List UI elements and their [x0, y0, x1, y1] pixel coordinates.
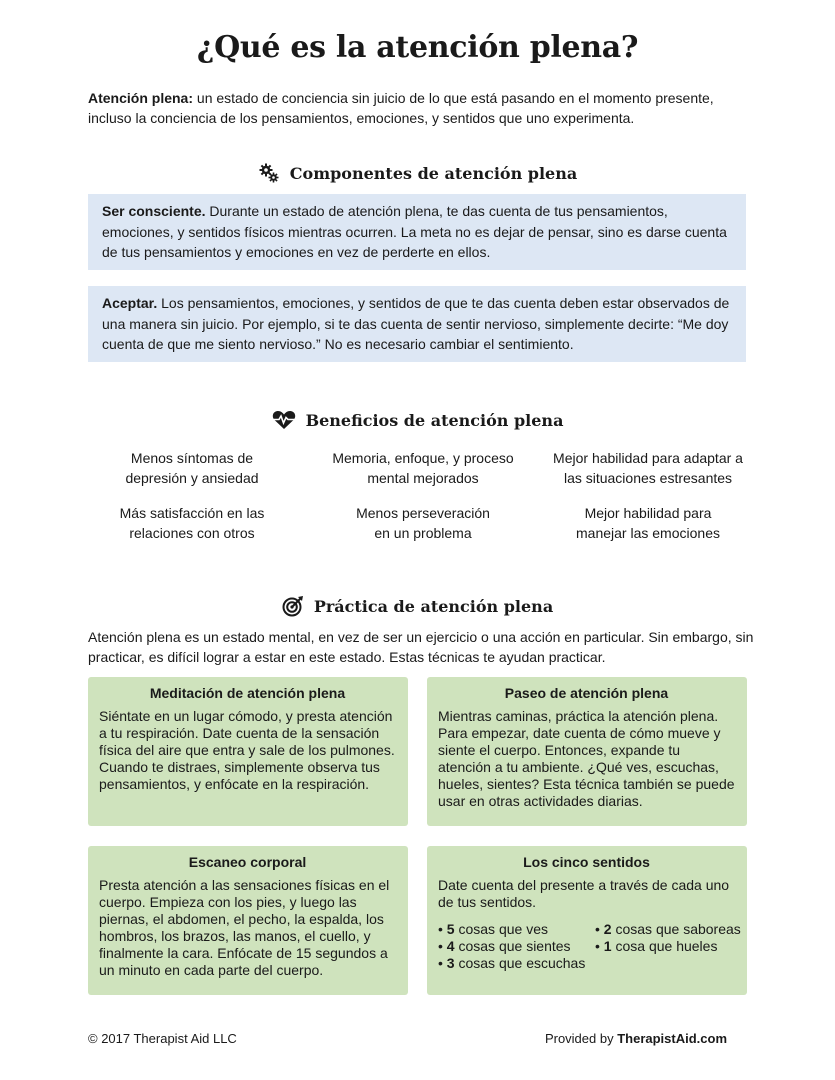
sense-text: cosa que hueles: [611, 938, 718, 954]
list-item: • 5 cosas que ves: [438, 921, 548, 937]
benefit-line: Mejor habilidad para adaptar a: [553, 450, 743, 466]
benefit-item: [92, 448, 292, 488]
page-title: ¿Qué es la atención plena?: [196, 30, 639, 65]
sense-count: 2: [603, 921, 612, 937]
practice-box-text: Presta atención a las sensaciones físicas en el cuerpo. Empieza con los pies, y luego las piernas, el abdomen, el pecho, la espalda, los hombros, los brazos, las manos, el cuello, y finalmente la cara. Enfócate de 15 segundos a un minuto en cada parte del cuerpo.: [99, 877, 390, 978]
practice-heading-text: Práctica de atención plena: [313, 596, 554, 616]
benefit-line: relaciones con otros: [129, 525, 255, 541]
sense-count: 4: [446, 938, 455, 954]
component-term: Aceptar.: [102, 295, 158, 311]
intro-paragraph: [88, 88, 758, 128]
component-box-accept: [88, 286, 746, 362]
benefit-line: Mejor habilidad para: [584, 505, 712, 521]
provided-by: [545, 1031, 727, 1046]
benefit-item: [548, 503, 748, 543]
sense-count: 1: [603, 938, 612, 954]
list-item: • 4 cosas que sientes: [438, 938, 571, 954]
benefit-item: [92, 503, 292, 543]
practice-box-text: Siéntate en un lugar cómodo, y presta atención a tu respiración. Date cuenta de la sensación física del aire que entra y sale de los pulmones. Cuando te distraes, simplemente observa tus pensamientos, y enfócate en la respiración.: [99, 708, 395, 792]
sense-text: cosas que escuchas: [454, 955, 586, 971]
target-icon: [282, 595, 304, 617]
intro-term: Atención plena:: [88, 90, 194, 106]
practice-box-five-senses: [427, 846, 747, 995]
sense-count: 5: [446, 921, 455, 937]
copyright-text: © 2017 Therapist Aid LLC: [88, 1031, 237, 1046]
component-text: Durante un estado de atención plena, te das cuenta de tus pensamientos, emociones, y sentidos físicos mientras ocurren. La meta no es dejar de pensar, sino es darse cuenta de tus pensamientos y emociones en vez de perderte en ellos.: [102, 203, 727, 260]
practice-box-text: Mientras caminas, práctica la atención plena. Para empezar, date cuenta de cómo mueve y siente el cuerpo. Entonces, expande tu atención a tu ambiente. ¿Qué ves, escuchas, hueles, sientes? Esta técnica también se puede usar en otras actividades diarias.: [438, 708, 735, 809]
benefits-heading: [0, 410, 835, 430]
benefit-item: [323, 503, 523, 543]
component-term: Ser consciente.: [102, 203, 206, 219]
sense-text: cosas que saboreas: [611, 921, 741, 937]
list-item: • 1 cosa que hueles: [595, 938, 718, 954]
benefit-line: depresión y ansiedad: [125, 470, 259, 486]
benefit-line: Menos perseveración: [356, 505, 490, 521]
practice-box-text: Date cuenta del presente a través de cada uno de tus sentidos.: [438, 877, 730, 910]
benefit-line: Memoria, enfoque, y proceso: [332, 450, 514, 466]
provided-by-label: Provided by: [544, 1031, 618, 1046]
list-item: • 3 cosas que escuchas: [438, 955, 586, 971]
practice-intro: Atención plena es un estado mental, en vez de ser un ejercicio o una acción en particular. Sin embargo, sin practicar, es difícil lograr a estar en este estado. Estas técnicas te ayudan practicar.: [88, 629, 754, 665]
practice-box-title: Los cinco sentidos: [523, 854, 650, 870]
benefit-line: en un problema: [374, 525, 472, 541]
components-heading: [0, 162, 835, 184]
benefit-line: las situaciones estresantes: [563, 470, 733, 486]
practice-box-body-scan: [88, 846, 408, 995]
benefits-heading-text: Beneficios de atención plena: [305, 410, 564, 430]
list-item: • 2 cosas que saboreas: [595, 921, 741, 937]
intro-definition: un estado de conciencia sin juicio de lo que está pasando en el momento presente, incluso la conciencia de los pensamientos, emociones, y sentidos que uno experimenta.: [88, 90, 714, 126]
senses-list: [438, 921, 741, 972]
practice-box-title: Meditación de atención plena: [149, 685, 346, 701]
component-box-aware: [88, 194, 746, 270]
gears-icon: [258, 162, 280, 184]
practice-heading: [0, 595, 835, 617]
benefit-line: mental mejorados: [367, 470, 479, 486]
benefit-item: [548, 448, 748, 488]
benefit-line: manejar las emociones: [576, 525, 720, 541]
sense-text: cosas que sientes: [454, 938, 571, 954]
practice-box-walk: [427, 677, 747, 826]
practice-box-meditation: [88, 677, 408, 826]
sense-text: cosas que ves: [454, 921, 548, 937]
sense-count: 3: [446, 955, 455, 971]
components-heading-text: Componentes de atención plena: [289, 163, 578, 183]
brand-link[interactable]: TherapistAid.com: [617, 1031, 727, 1046]
practice-box-title: Escaneo corporal: [188, 854, 307, 870]
heartbeat-icon: [272, 410, 296, 430]
benefit-item: [323, 448, 523, 488]
practice-box-title: Paseo de atención plena: [504, 685, 669, 701]
benefit-line: Más satisfacción en las: [119, 505, 265, 521]
benefit-line: Menos síntomas de: [130, 450, 254, 466]
component-text: Los pensamientos, emociones, y sentidos de que te das cuenta deben estar observados de una manera sin juicio. Por ejemplo, si te das cuenta de sentir nervioso, simplemente decirte: “Me doy cuenta de que me siento nervioso.” No es necesario cambiar el sentimiento.: [102, 295, 730, 352]
